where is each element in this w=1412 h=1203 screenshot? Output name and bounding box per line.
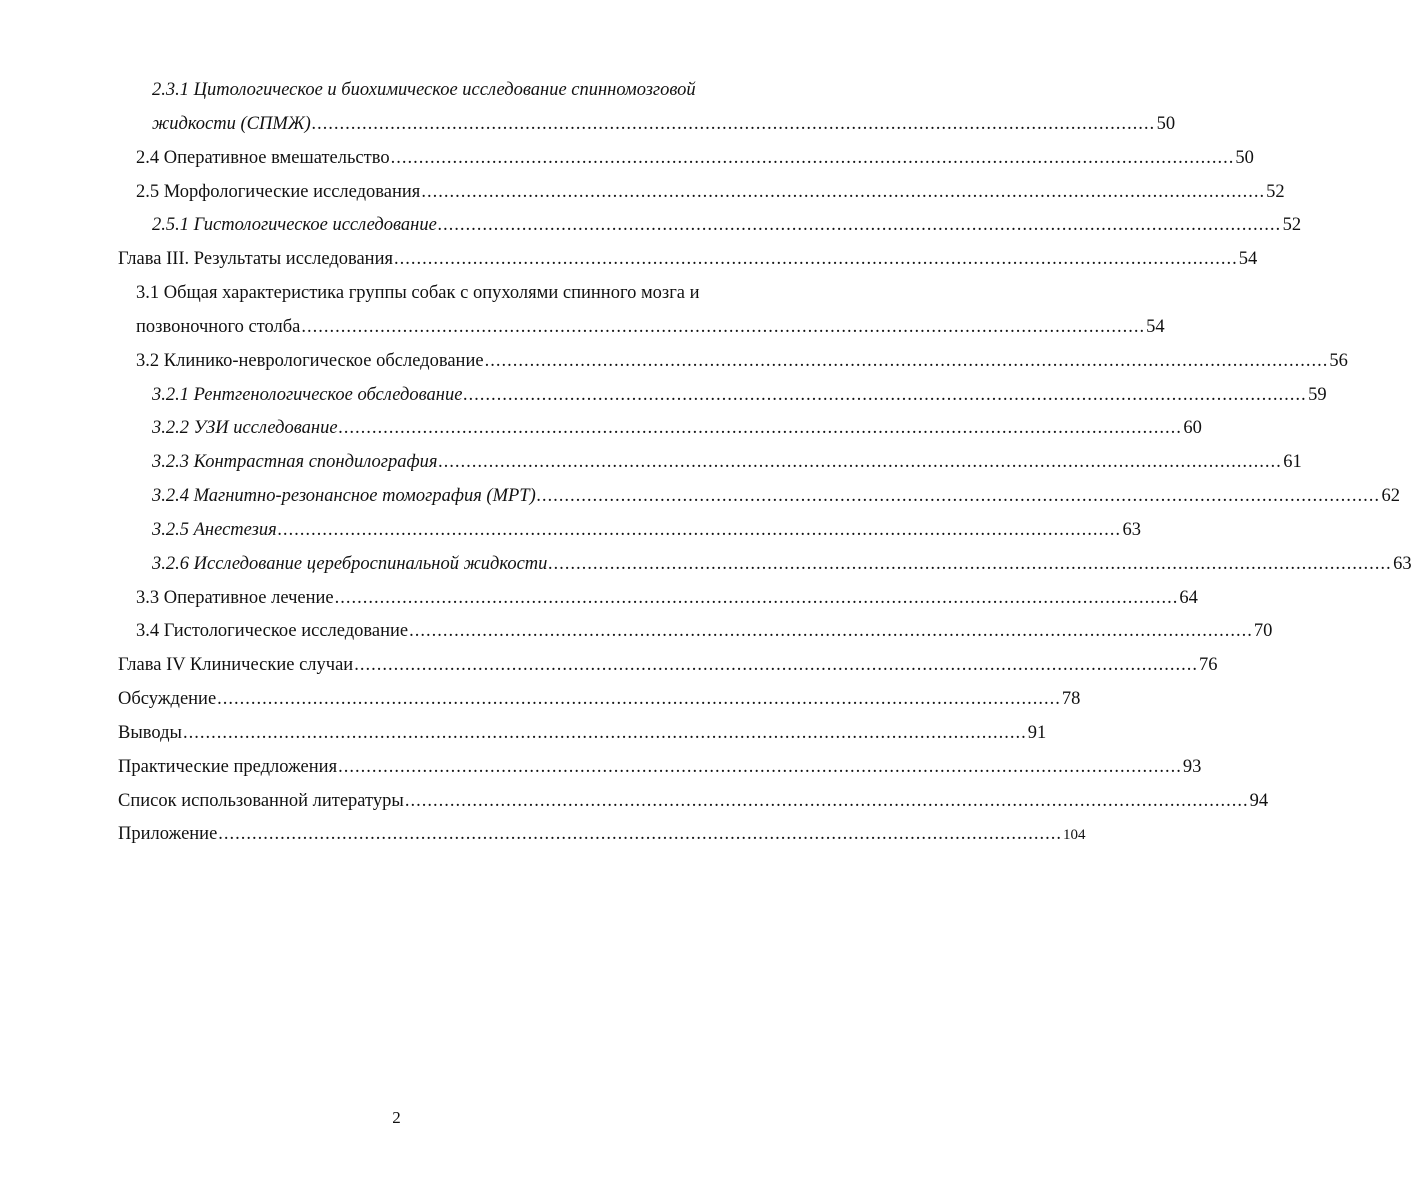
toc-entry-page: 54 [1146, 317, 1165, 337]
toc-entry-title: 2.5.1 Гистологическое исследование [152, 215, 437, 235]
toc-entry-title: жидкости (СПМЖ) [152, 114, 311, 134]
toc-entry-page: 64 [1179, 588, 1198, 608]
toc-entry-page: 94 [1249, 791, 1269, 811]
toc-entry-page: 76 [1198, 655, 1218, 675]
toc-entry-title: Глава III. Результаты исследования [118, 249, 393, 269]
dot-leader: ...................................................................................................................................................... [394, 249, 1238, 269]
toc-entry-page: 61 [1283, 452, 1302, 472]
toc-entry [118, 175, 1285, 209]
toc-entry-page: 50 [1235, 148, 1254, 168]
toc-entry [118, 479, 1400, 513]
toc-entry-title: 2.3.1 Цитологическое и биохимическое исследование спинномозговой [152, 80, 696, 100]
toc-entry-page: 78 [1061, 689, 1081, 709]
toc-entry-page: 52 [1282, 215, 1302, 235]
toc-entry-title: Приложение [118, 824, 218, 844]
toc-entry [118, 817, 1086, 851]
dot-leader: ...................................................................................................................................................... [484, 351, 1329, 371]
dot-leader: ...................................................................................................................................................... [338, 757, 1182, 777]
toc-entry-title: 2.5 Морфологические исследования [136, 182, 421, 202]
toc-entry [118, 784, 1269, 818]
toc-entry-page: 52 [1266, 182, 1285, 202]
dot-leader: ...................................................................................................................................................... [338, 418, 1183, 438]
toc-entry [118, 107, 1176, 141]
toc-entry-page: 60 [1183, 418, 1202, 438]
toc-entry-page: 63 [1393, 554, 1412, 574]
toc-entry-title: Глава IV Клинические случаи [118, 655, 354, 675]
toc-entry-page: 63 [1122, 520, 1141, 540]
dot-leader: ...................................................................................................................................................... [334, 588, 1179, 608]
dot-leader: ...................................................................................................................................................... [354, 655, 1198, 675]
toc-entry-title: Обсуждение [118, 689, 217, 709]
dot-leader: ...................................................................................................................................................... [463, 385, 1308, 405]
dot-leader: ...................................................................................................................................................... [390, 148, 1235, 168]
toc-entry-title: 2.4 Оперативное вмешательство [136, 148, 390, 168]
dot-leader: ...................................................................................................................................................... [311, 114, 1156, 134]
dot-leader: ...................................................................................................................................................... [421, 182, 1266, 202]
page-number: 2 [392, 1108, 401, 1127]
toc-entry-title: 3.2.5 Анестезия [152, 520, 277, 540]
toc-entry-title: 3.3 Оперативное лечение [136, 588, 334, 608]
dot-leader: ...................................................................................................................................................... [182, 723, 1027, 743]
dot-leader: ...................................................................................................................................................... [301, 317, 1146, 337]
toc-entry-page: 59 [1308, 385, 1327, 405]
toc-entry-page: 50 [1156, 114, 1176, 134]
toc-entry-page: 104 [1063, 827, 1086, 843]
toc-entry-title: 3.2.6 Исследование цереброспинальной жидкости [152, 554, 548, 574]
toc-entry-page: 70 [1253, 621, 1273, 641]
toc-entry [118, 73, 729, 107]
toc-entry [118, 682, 1081, 716]
toc-entry-title: 3.2 Клинико-неврологическое обследование [136, 351, 484, 371]
toc-entry-title: 3.4 Гистологическое исследование [136, 621, 409, 641]
dot-leader: ...................................................................................................................................................... [217, 689, 1061, 709]
toc-entry [118, 445, 1302, 479]
toc-entry [118, 242, 1258, 276]
dot-leader: ...................................................................................................................................................... [404, 791, 1249, 811]
toc-entry-title: 3.2.2 УЗИ исследование [152, 418, 338, 438]
toc-entry [118, 378, 1327, 412]
dot-leader: ...................................................................................................................................................... [438, 452, 1283, 472]
toc-entry [118, 716, 1047, 750]
toc-entry [118, 208, 1302, 242]
toc-entry-title: 3.2.3 Контрастная спондилография [152, 452, 438, 472]
toc-entry-page: 56 [1329, 351, 1348, 371]
toc-entry [118, 310, 1165, 344]
toc-entry-title: 3.2.1 Рентгенологическое обследование [152, 385, 463, 405]
toc-entry-page: 91 [1027, 723, 1047, 743]
toc-entry-page: 54 [1238, 249, 1258, 269]
toc-entry-title: 3.2.4 Магнитно-резонансное томография (МРТ) [152, 486, 536, 506]
dot-leader: ...................................................................................................................................................... [218, 824, 1063, 844]
dot-leader: ...................................................................................................................................................... [536, 486, 1381, 506]
dot-leader: ...................................................................................................................................................... [437, 215, 1282, 235]
toc-entry [118, 411, 1202, 445]
dot-leader: ...................................................................................................................................................... [277, 520, 1122, 540]
toc-entry [118, 581, 1198, 615]
toc-entry-title: Список использованной литературы [118, 791, 404, 811]
toc-entry [118, 513, 1141, 547]
toc-entry-title: 3.1 Общая характеристика группы собак с опухолями спинного мозга и [136, 283, 700, 303]
toc-entry-title: позвоночного столба [136, 317, 301, 337]
toc-entry [118, 141, 1254, 175]
toc-entry [118, 344, 1348, 378]
toc-entry [118, 750, 1202, 784]
dot-leader: ...................................................................................................................................................... [409, 621, 1253, 641]
toc-entry [118, 648, 1218, 682]
toc-entry-page: 93 [1182, 757, 1202, 777]
dot-leader: ...................................................................................................................................................... [548, 554, 1393, 574]
toc-entry [118, 276, 729, 310]
toc-entry [118, 547, 1412, 581]
toc-entry [118, 614, 1273, 648]
toc-entry-page: 62 [1381, 486, 1400, 506]
toc-entry-title: Практические предложения [118, 757, 338, 777]
toc-entry-title: Выводы [118, 723, 182, 743]
